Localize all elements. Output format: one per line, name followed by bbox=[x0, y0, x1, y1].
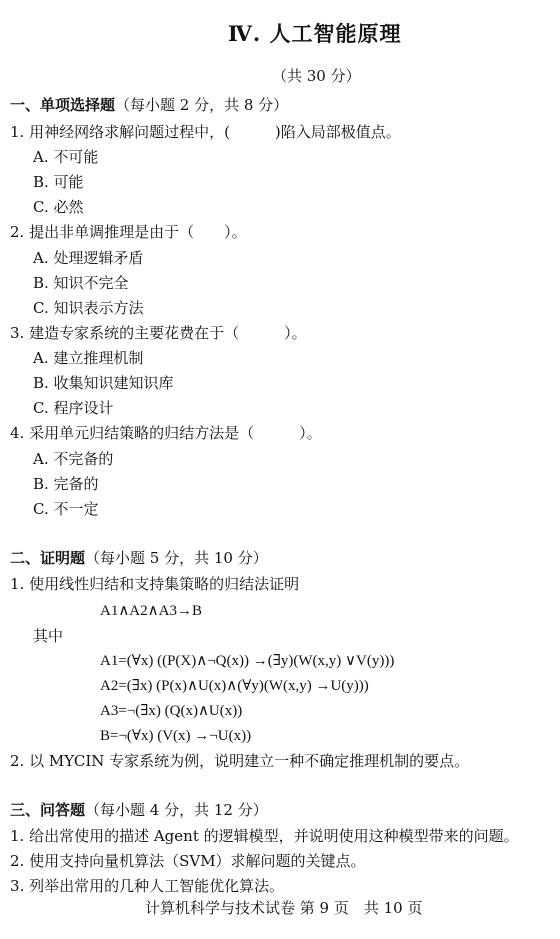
section-2-heading bbox=[10, 548, 268, 568]
formula-a1: A1=(∀x) ((P(X)∧¬Q(x)) →(∃y)(W(x,y) ∨V(y))) bbox=[100, 653, 395, 669]
option-1-3-a: A. 建立推理机制 bbox=[33, 349, 144, 367]
question-1-1: 1. 用神经网络求解问题过程中，( )陷入局部极值点。 bbox=[10, 123, 401, 141]
page-footer: 计算机科学与技术试卷 第 9 页 共 10 页 bbox=[145, 899, 423, 917]
question-3-1: 1. 给出常使用的描述 Agent 的逻辑模型，并说明使用这种模型带来的问题。 bbox=[10, 827, 519, 845]
question-2-2: 2. 以 MYCIN 专家系统为例，说明建立一种不确定推理机制的要点。 bbox=[10, 752, 470, 770]
option-1-3-b: B. 收集知识建知识库 bbox=[33, 374, 174, 392]
option-1-4-b: B. 完备的 bbox=[33, 475, 99, 493]
section-2-note: （每小题 5 分，共 10 分） bbox=[85, 549, 268, 567]
section-3-note: （每小题 4 分，共 12 分） bbox=[85, 801, 268, 819]
section-1-title: 一、单项选择题 bbox=[10, 96, 116, 114]
where-label: 其中 bbox=[33, 627, 64, 645]
section-3-title: 三、问答题 bbox=[10, 801, 86, 819]
section-2-title: 二、证明题 bbox=[10, 549, 86, 567]
section-1-heading bbox=[10, 95, 288, 115]
section-1-note: （每小题 2 分，共 8 分） bbox=[115, 96, 289, 114]
formula-a3: A3=¬(∃x) (Q(x)∧U(x)) bbox=[100, 703, 243, 719]
option-1-1-c: C. 必然 bbox=[33, 198, 84, 216]
option-1-3-c: C. 程序设计 bbox=[33, 399, 114, 417]
proof-goal: A1∧A2∧A3→B bbox=[100, 603, 202, 619]
option-1-2-a: A. 处理逻辑矛盾 bbox=[33, 249, 144, 267]
option-1-2-c: C. 知识表示方法 bbox=[33, 299, 144, 317]
formula-b: B=¬(∀x) (V(x) →¬U(x)) bbox=[100, 728, 252, 744]
option-1-1-b: B. 可能 bbox=[33, 173, 84, 191]
option-1-1-a: A. 不可能 bbox=[33, 148, 99, 166]
option-1-2-b: B. 知识不完全 bbox=[33, 274, 129, 292]
question-1-4: 4. 采用单元归结策略的归结方法是（ ）。 bbox=[10, 424, 322, 442]
question-3-2: 2. 使用支持向量机算法（SVM）求解问题的关键点。 bbox=[10, 852, 366, 870]
question-1-2: 2. 提出非单调推理是由于（ ）。 bbox=[10, 223, 247, 241]
section-3-heading bbox=[10, 800, 268, 820]
option-1-4-c: C. 不一定 bbox=[33, 500, 99, 518]
question-1-3: 3. 建造专家系统的主要花费在于（ ）。 bbox=[10, 324, 307, 342]
question-2-1: 1. 使用线性归结和支持集策略的归结法证明 bbox=[10, 575, 300, 593]
formula-a2: A2=(∃x) (P(x)∧U(x)∧(∀y)(W(x,y) →U(y))) bbox=[100, 678, 369, 694]
question-3-3: 3. 列举出常用的几种人工智能优化算法。 bbox=[10, 877, 285, 895]
total-score: （共 30 分） bbox=[272, 67, 361, 85]
option-1-4-a: A. 不完备的 bbox=[33, 450, 114, 468]
page-title: Ⅳ. 人工智能原理 bbox=[228, 21, 402, 46]
